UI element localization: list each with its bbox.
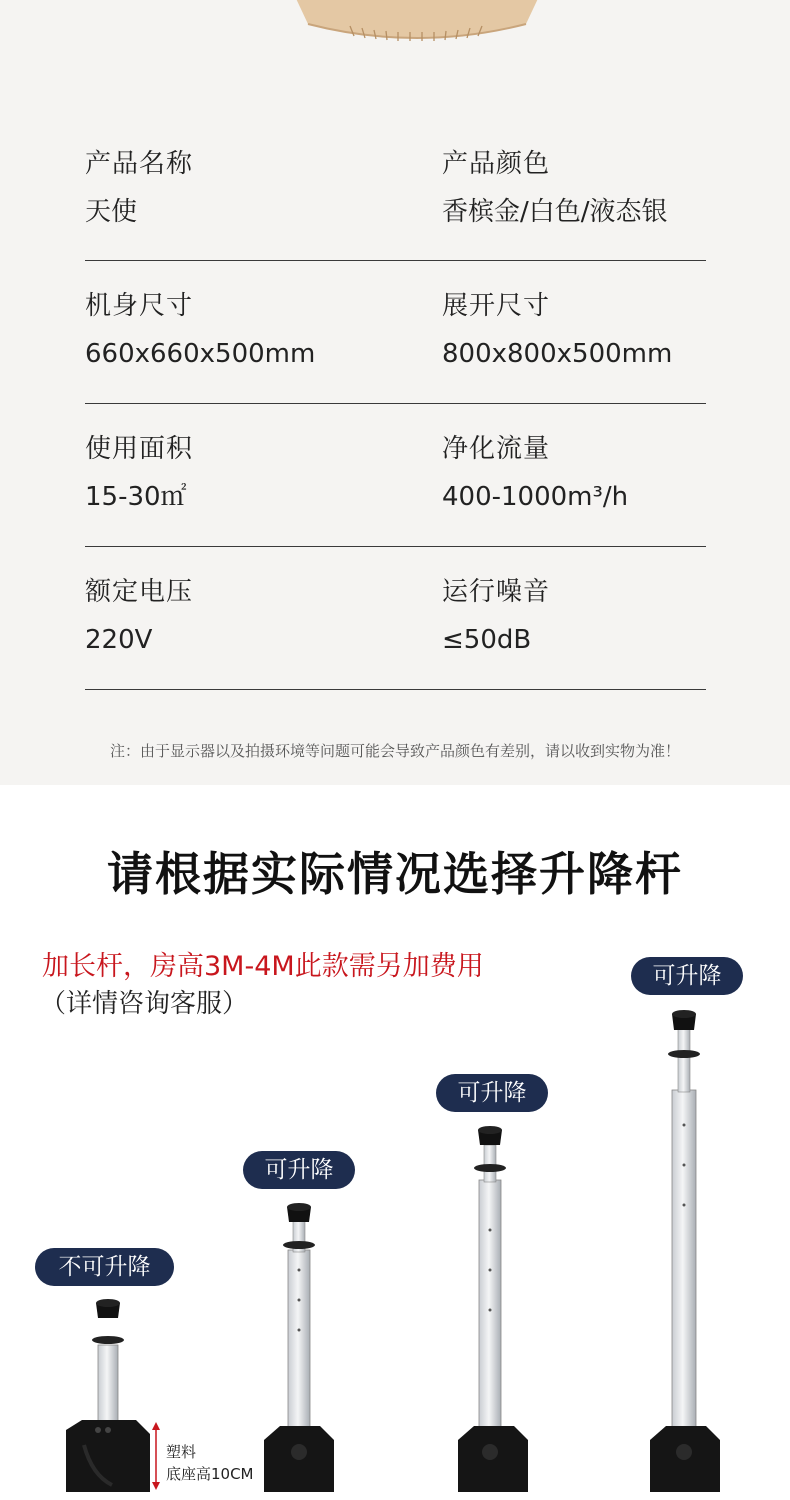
spec-label: 产品名称 (85, 149, 194, 179)
spec-label: 机身尺寸 (85, 291, 194, 321)
spec-cell (442, 147, 668, 229)
spec-label: 额定电压 (85, 577, 194, 607)
spec-value: 220V (85, 625, 153, 655)
spec-cell (85, 147, 193, 229)
spec-value: 800x800x500mm (442, 339, 673, 369)
product-image-top (290, 0, 544, 42)
height-arrow (152, 1422, 160, 1490)
spec-label: 运行噪音 (442, 577, 551, 607)
pole-fixed (66, 1299, 150, 1492)
spec-cell (85, 289, 315, 371)
pole-adjustable-short (264, 1203, 334, 1492)
spec-row (85, 404, 706, 547)
pole-badge: 不可升降 (35, 1248, 174, 1286)
pole-badge: 可升降 (436, 1074, 548, 1112)
spec-value: 660x660x500mm (85, 339, 316, 369)
poles-illustration (0, 900, 790, 1500)
pole-adjustable-tall (650, 1010, 720, 1492)
spec-label: 产品颜色 (442, 149, 551, 179)
spec-row (85, 261, 706, 404)
base-material-label: 塑料 (166, 1443, 197, 1461)
spec-cell (85, 575, 193, 657)
pole-adjustable-medium (458, 1126, 528, 1492)
spec-table (85, 137, 706, 690)
spec-cell (442, 575, 550, 657)
spec-cell (442, 289, 672, 371)
spec-label: 使用面积 (85, 434, 194, 464)
base-height-label: 底座高10CM (166, 1465, 254, 1483)
color-disclaimer: 注：由于显示器以及拍摄环境等问题可能会导致产品颜色有差别，请以收到实物为准！ (109, 742, 680, 760)
spec-label: 展开尺寸 (442, 291, 551, 321)
spec-cell (85, 432, 193, 514)
spec-row (85, 547, 706, 690)
spec-value: 400-1000m³/h (442, 482, 629, 512)
spec-row (85, 137, 706, 261)
spec-label: 净化流量 (442, 434, 551, 464)
section-headline: 请根据实际情况选择升降杆 (107, 847, 683, 901)
extension-note: 加长杆，房高3M-4M此款需另加费用 (42, 951, 484, 982)
consult-note: （详情咨询客服） (40, 989, 249, 1019)
spec-cell (442, 432, 628, 514)
spec-value: 天使 (85, 197, 138, 227)
spec-value: 香槟金/白色/液态银 (442, 197, 668, 227)
spec-value: 15-30㎡ (85, 482, 187, 512)
pole-badge: 可升降 (631, 957, 743, 995)
pole-badge: 可升降 (243, 1151, 355, 1189)
spec-value: ≤50dB (442, 625, 532, 655)
